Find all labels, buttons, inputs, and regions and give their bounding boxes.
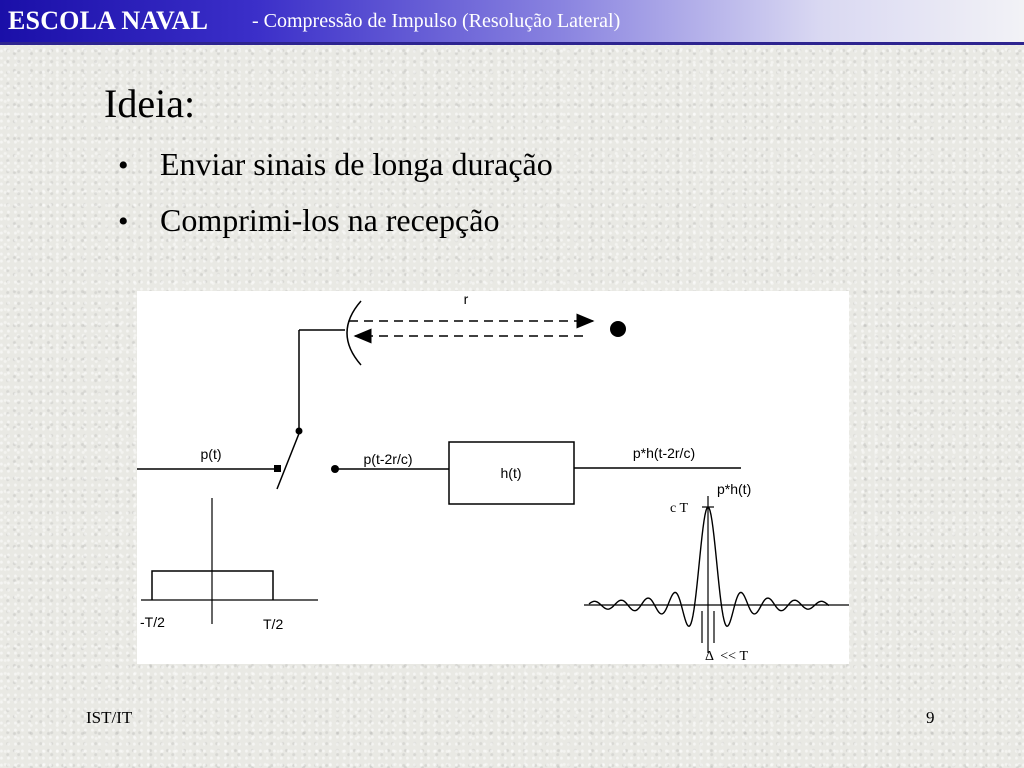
delayed-signal-label: p(t-2r/c) [363, 451, 413, 467]
pulse-width-label: Δ << T [705, 649, 749, 664]
switch-blade [277, 431, 300, 489]
compressed-curve-label: p*h(t) [717, 481, 752, 497]
range-label: r [463, 291, 469, 307]
pulse-right-label: T/2 [263, 616, 284, 632]
footer-institution: IST/IT [86, 708, 133, 727]
header-logo: ESCOLA NAVAL [8, 6, 209, 35]
slide-heading: Ideia: [104, 81, 196, 126]
matched-filter-label: h(t) [500, 465, 522, 481]
bullet-marker: • [118, 205, 129, 238]
peak-amplitude-label: c T [670, 501, 689, 516]
bullet-item [118, 146, 553, 202]
input-signal-label: p(t) [200, 446, 222, 462]
header-rule [0, 42, 1024, 45]
compressed-sinc-curve [589, 507, 829, 626]
output-signal-label: p*h(t-2r/c) [632, 445, 696, 461]
header-subtitle: - Compressão de Impulso (Resolução Lateral) [252, 10, 621, 32]
target-dot [610, 321, 626, 337]
bullet-marker: • [118, 149, 129, 182]
pulse-left-label: -T/2 [140, 614, 165, 630]
page-number: 9 [926, 708, 935, 727]
pulse-compression-diagram [137, 291, 849, 664]
bullet-text: Comprimi-los na recepção [160, 202, 500, 238]
antenna-dish [347, 301, 361, 365]
bullet-text: Enviar sinais de longa duração [160, 146, 553, 182]
bullet-list [118, 146, 553, 258]
bullet-item [118, 202, 553, 258]
